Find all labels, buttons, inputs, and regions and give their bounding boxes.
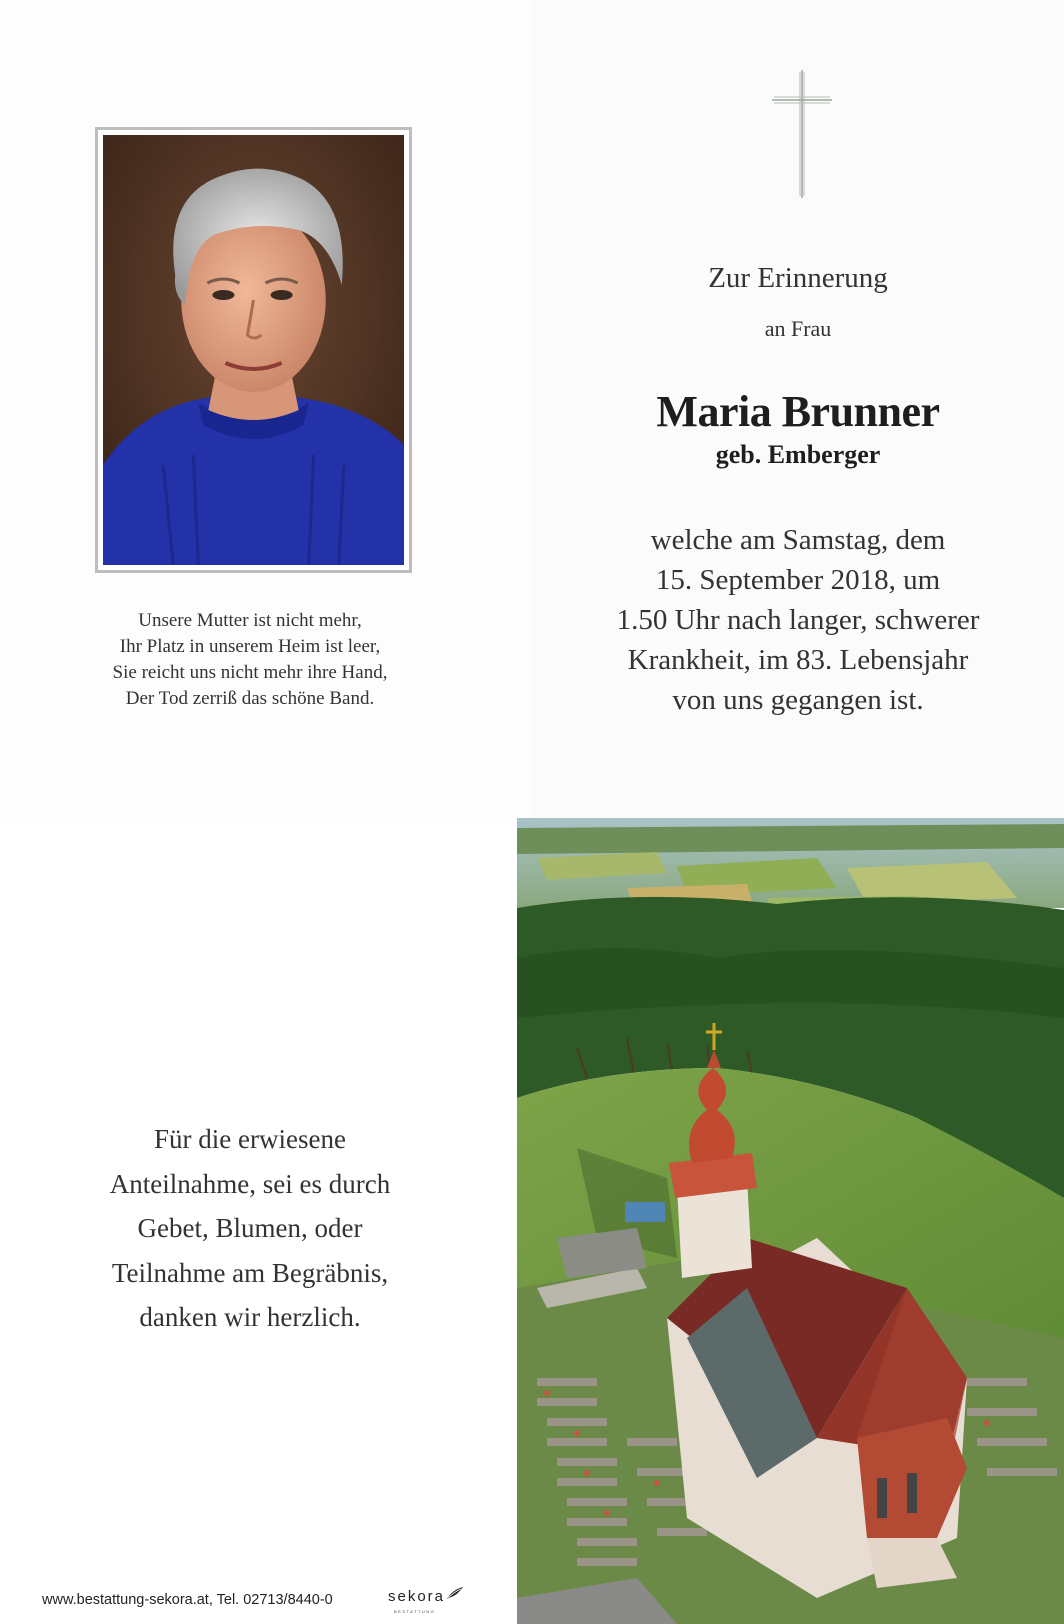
church-aerial-photo bbox=[517, 818, 1064, 1624]
poem-line: Sie reicht uns nicht mehr ihre Hand, bbox=[112, 662, 388, 683]
thanks-line: Anteilnahme, sei es durch bbox=[109, 1168, 391, 1199]
leaf-icon bbox=[446, 1586, 464, 1600]
thanks-line: Teilnahme am Begräbnis, bbox=[111, 1257, 389, 1288]
portrait-photo bbox=[103, 135, 404, 565]
announcement-line: welche am Samstag, dem bbox=[650, 524, 946, 556]
deceased-name: Maria Brunner bbox=[656, 387, 940, 436]
thanks-line: Gebet, Blumen, oder bbox=[137, 1213, 363, 1243]
maiden-name: geb. Emberger bbox=[715, 440, 881, 469]
poem-line: Der Tod zerriß das schöne Band. bbox=[125, 688, 375, 709]
announcement-line: 1.50 Uhr nach langer, schwerer bbox=[616, 604, 980, 636]
thanks-line: Für die erwiesene bbox=[154, 1124, 346, 1154]
brand-name: sekora bbox=[388, 1588, 446, 1605]
brand-subtitle: BESTATTUNG bbox=[394, 1609, 436, 1614]
thanks-line: danken wir herzlich. bbox=[139, 1302, 361, 1332]
poem bbox=[40, 608, 460, 712]
thanks-text bbox=[40, 1117, 460, 1340]
memorial-heading: Zur Erinnerung bbox=[708, 262, 888, 294]
announcement-line: 15. September 2018, um bbox=[655, 564, 941, 596]
announcement bbox=[532, 520, 1064, 720]
poem-line: Unsere Mutter ist nicht mehr, bbox=[138, 610, 362, 631]
announcement-line: von uns gegangen ist. bbox=[672, 684, 924, 716]
cross-icon bbox=[770, 70, 834, 198]
portrait-frame bbox=[95, 127, 412, 573]
memorial-salutation: an Frau bbox=[764, 316, 832, 341]
church-landscape bbox=[517, 818, 1064, 1624]
announcement-line: Krankheit, im 83. Lebensjahr bbox=[627, 644, 969, 676]
poem-line: Ihr Platz in unserem Heim ist leer, bbox=[119, 636, 381, 657]
portrait-panel bbox=[0, 0, 532, 818]
funeral-home-contact: www.bestattung-sekora.at, Tel. 02713/8440-0 bbox=[42, 1592, 333, 1608]
